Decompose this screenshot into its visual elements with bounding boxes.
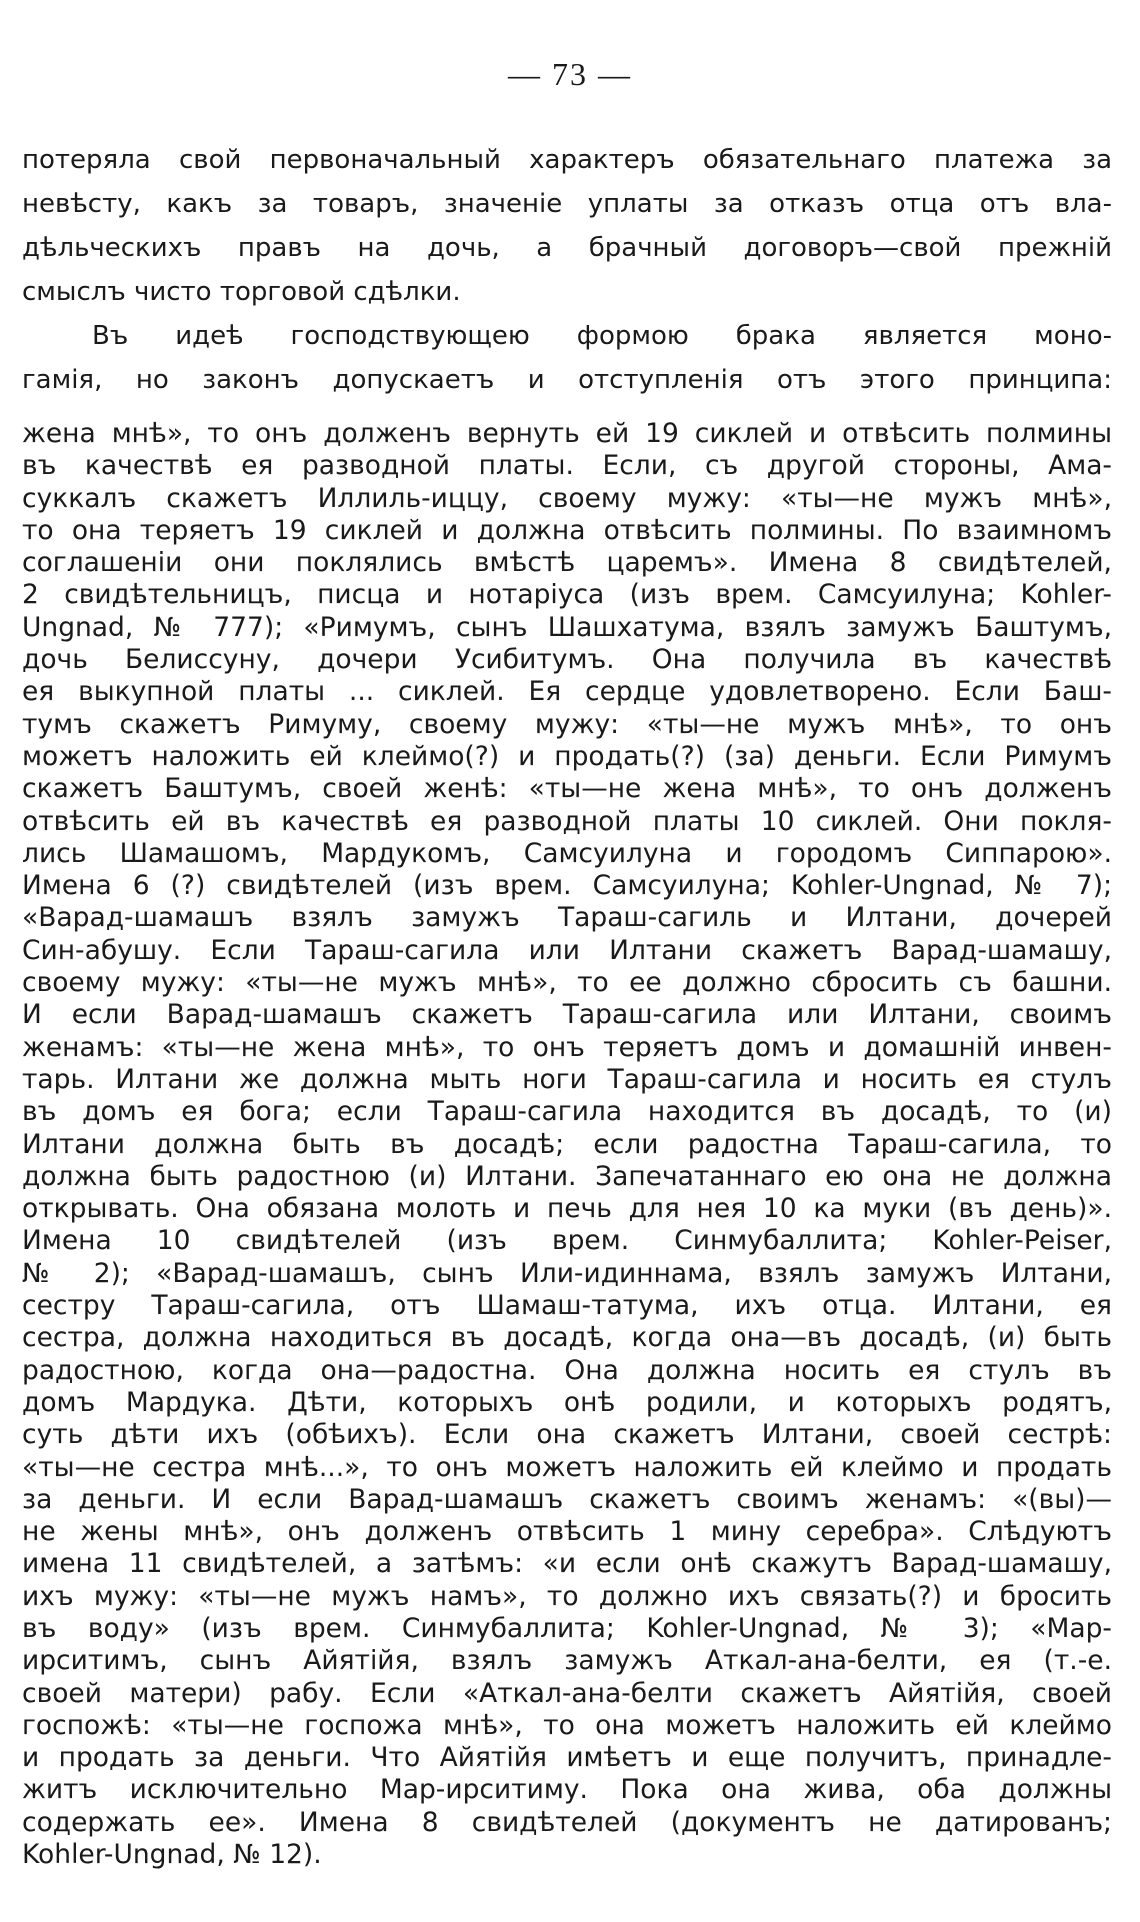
text-line: Имена 10 свидѣтелей (изъ врем. Синмубаллита; Kohler-Peiser, xyxy=(22,1225,1112,1257)
text-line: въ воду» (изъ врем. Синмубаллита; Kohler-Ungnad, № 3); «Мар- xyxy=(22,1612,1112,1644)
text-line: «Варад-шамашъ взялъ замужъ Тараш-сагиль и Илтани, дочерей xyxy=(22,902,1112,934)
text-line: потеряла свой первоначальный характеръ обязательнаго платежа за xyxy=(22,145,1112,175)
text-line: въ качествѣ ея разводной платы. Если, съ другой стороны, Ама- xyxy=(22,450,1112,482)
text-line: можетъ наложить ей клеймо(?) и продать(?) (за) деньги. Если Римумъ xyxy=(22,740,1112,772)
text-line: женамъ: «ты—не жена мнѣ», то онъ теряетъ домъ и домашній инвен- xyxy=(22,1031,1112,1063)
text-line: Имена 6 (?) свидѣтелей (изъ врем. Самсуилуна; Kohler-Ungnad, № 7); xyxy=(22,870,1112,902)
text-line: госпожѣ: «ты—не госпожа мнѣ», то она можетъ наложить ей клеймо xyxy=(22,1709,1112,1741)
text-line: лись Шамашомъ, Мардукомъ, Самсуилуна и городомъ Сиппарою». xyxy=(22,837,1112,869)
text-line: жена мнѣ», то онъ долженъ вернуть ей 19 сиклей и отвѣсить полмины xyxy=(22,418,1112,449)
text-line: содержать ее». Имена 8 свидѣтелей (документъ не датированъ; xyxy=(22,1806,1112,1838)
text-line: тарь. Илтани же должна мыть ноги Тараш-сагила и носить ея стулъ xyxy=(22,1063,1112,1095)
text-line: № 2); «Варад-шамашъ, сынъ Или-идиннама, взялъ замужъ Илтани, xyxy=(22,1257,1112,1289)
text-line: ирситимъ, сынъ Айятійя, взялъ замужъ Аткал-ана-белти, ея (т.-е. xyxy=(22,1645,1112,1677)
text-line: то она теряетъ 19 сиклей и должна отвѣсить полмины. По взаимномъ xyxy=(22,514,1112,546)
text-line: отвѣсить ей въ качествѣ ея разводной платы 10 сиклей. Они покля- xyxy=(22,805,1112,837)
text-line: сестру Тараш-сагила, отъ Шамаш-татума, ихъ отца. Илтани, ея xyxy=(22,1290,1112,1322)
text-line: смыслъ чисто торговой сдѣлки. xyxy=(22,277,461,307)
text-line: дѣльческихъ правъ на дочь, а брачный договоръ—свой прежній xyxy=(22,233,1112,263)
text-line: И если Варад-шамашъ скажетъ Тараш-сагила или Илтани, своимъ xyxy=(22,999,1112,1031)
text-line: должна быть радостною (и) Илтани. Запечатаннаго ею она не должна xyxy=(22,1160,1112,1192)
text-line: ея выкупной платы ... сиклей. Ея сердце удовлетворено. Если Баш- xyxy=(22,676,1112,708)
text-line: суть дѣти ихъ (обѣихъ). Если она скажетъ Илтани, своей сестрѣ: xyxy=(22,1419,1112,1451)
text-line: не жены мнѣ», онъ долженъ отвѣсить 1 мину серебра». Слѣдуютъ xyxy=(22,1516,1112,1548)
text-line: домъ Мардука. Дѣти, которыхъ онѣ родили, и которыхъ родятъ, xyxy=(22,1386,1112,1418)
text-line: сестра, должна находиться въ досадѣ, когда она—въ досадѣ, (и) быть xyxy=(22,1322,1112,1354)
text-line: Въ идеѣ господствующею формою брака является моно- xyxy=(92,321,1112,351)
text-line: соглашеніи они поклялись вмѣстѣ царемъ». Имена 8 свидѣтелей, xyxy=(22,547,1112,579)
intro-paragraphs xyxy=(22,138,1112,402)
text-line: своему мужу: «ты—не мужъ мнѣ», то ее должно сбросить съ башни. xyxy=(22,967,1112,999)
text-line: открывать. Она обязана молоть и печь для нея 10 ка муки (въ день)». xyxy=(22,1193,1112,1225)
text-line: и продать за деньги. Что Айятійя имѣетъ и еще получитъ, принадле- xyxy=(22,1742,1112,1774)
text-line: тумъ скажетъ Римуму, своему мужу: «ты—не мужъ мнѣ», то онъ xyxy=(22,708,1112,740)
text-line: гамія, но законъ допускаетъ и отступленія отъ этого принципа: xyxy=(22,365,1112,395)
text-line: невѣсту, какъ за товаръ, значеніе уплаты за отказъ отца отъ вла- xyxy=(22,189,1112,219)
text-line: своей матери) рабу. Если «Аткал-ана-белти скажетъ Айятійя, своей xyxy=(22,1677,1112,1709)
text-line: Ungnad, № 777); «Римумъ, сынъ Шашхатума, взялъ замужъ Баштумъ, xyxy=(22,611,1112,643)
text-line: житъ исключительно Мар-ирситиму. Пока она жива, оба должны xyxy=(22,1774,1112,1806)
text-line: Син-абушу. Если Тараш-сагила или Илтани скажетъ Варад-шамашу, xyxy=(22,934,1112,966)
text-line: за деньги. И если Варад-шамашъ скажетъ своимъ женамъ: «(вы)— xyxy=(22,1483,1112,1515)
text-line: Илтани должна быть въ досадѣ; если радостна Тараш-сагила, то xyxy=(22,1128,1112,1160)
text-line: имена 11 свидѣтелей, а затѣмъ: «и если онѣ скажутъ Варад-шамашу, xyxy=(22,1548,1112,1580)
text-line: въ домъ ея бога; если Тараш-сагила находится въ досадѣ, то (и) xyxy=(22,1096,1112,1128)
text-line: суккалъ скажетъ Иллиль-иццу, своему мужу: «ты—не мужъ мнѣ», xyxy=(22,482,1112,514)
text-line: ихъ мужу: «ты—не мужъ намъ», то должно ихъ связать(?) и бросить xyxy=(22,1580,1112,1612)
text-line: «ты—не сестра мнѣ...», то онъ можетъ наложить ей клеймо и продать xyxy=(22,1451,1112,1483)
text-line: скажетъ Баштумъ, своей женѣ: «ты—не жена мнѣ», то онъ долженъ xyxy=(22,773,1112,805)
text-line: радостною, когда она—радостна. Она должна носить ея стулъ въ xyxy=(22,1354,1112,1386)
text-line: дочь Белиссуну, дочери Усибитумъ. Она получила въ качествѣ xyxy=(22,644,1112,676)
text-line: 2 свидѣтельницъ, писца и нотаріуса (изъ врем. Самсуилуна; Kohler- xyxy=(22,579,1112,611)
text-line: Kohler-Ungnad, № 12). xyxy=(22,1839,322,1871)
quoted-documents-text xyxy=(22,418,1112,1871)
page-number: — 73 — xyxy=(508,56,632,92)
